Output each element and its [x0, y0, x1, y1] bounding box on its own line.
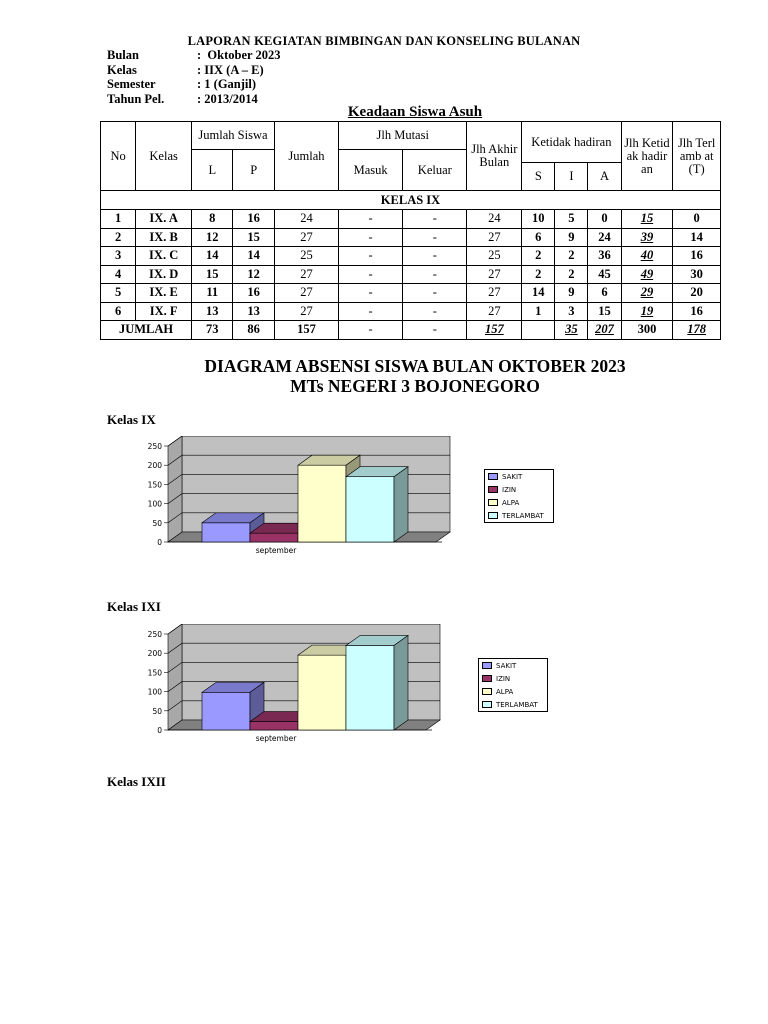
y-tick-label: 100	[147, 687, 162, 697]
y-tick-label: 0	[157, 538, 162, 547]
cell-akhir: 27	[467, 265, 522, 284]
cell-a: 24	[588, 228, 621, 247]
cell-jlh: 19	[621, 302, 673, 321]
cell-masuk: -	[339, 265, 403, 284]
cell-masuk: -	[339, 247, 403, 266]
y-tick-label: 200	[147, 649, 162, 659]
cell-masuk: -	[339, 302, 403, 321]
cell-akhir: 24	[467, 210, 522, 229]
cell-i: 2	[555, 247, 588, 266]
cell-kelas: IX. C	[136, 247, 192, 266]
cell-no: 1	[101, 210, 136, 229]
meta-value: : 1 (Ganjil)	[197, 77, 257, 91]
meta-value: : IIX (A – E)	[197, 62, 264, 77]
y-tick-label: 150	[147, 480, 162, 490]
legend-swatch	[482, 675, 492, 682]
header-masuk: Masuk	[339, 150, 403, 191]
meta-label: Semester	[107, 77, 156, 91]
cell-t: 14	[673, 228, 721, 247]
cell-jumlah: 27	[274, 302, 338, 321]
cell-a: 6	[588, 284, 621, 303]
cell-akhir: 27	[467, 284, 522, 303]
meta-label: Bulan	[107, 48, 139, 62]
cell-t: 30	[673, 265, 721, 284]
bar-izin	[250, 722, 298, 730]
legend-item	[485, 483, 553, 496]
header-jlh-ketidakhadiran: Jlh Ketid ak hadir an	[621, 122, 673, 191]
cell-akhir: 25	[467, 247, 522, 266]
cell-l: 13	[192, 302, 233, 321]
cell-masuk: -	[339, 284, 403, 303]
header-no: No	[101, 122, 136, 191]
report-title: LAPORAN KEGIATAN BIMBINGAN DAN KONSELING BULANAN	[187, 34, 581, 48]
cell-l: 14	[192, 247, 233, 266]
student-table	[100, 121, 721, 340]
y-tick-label: 0	[157, 726, 162, 735]
x-category-label: september	[255, 546, 297, 555]
meta-kelas	[107, 63, 280, 78]
cell-t: 16	[673, 247, 721, 266]
cell-t: 16	[673, 302, 721, 321]
legend-item	[479, 685, 547, 698]
bar-sakit	[202, 523, 250, 542]
header-jumlah: Jumlah	[274, 122, 338, 191]
legend-swatch	[488, 499, 498, 506]
diagram-subtitle: MTs NEGERI 3 BOJONEGORO	[290, 376, 540, 396]
meta-value: : Oktober 2023	[197, 48, 281, 62]
header-s: S	[522, 163, 555, 191]
meta-label: Kelas	[107, 62, 137, 77]
cell-keluar: -	[403, 210, 467, 229]
table-row	[101, 302, 721, 321]
bar-side-terlambat	[394, 636, 408, 730]
legend-label: IZIN	[502, 485, 517, 494]
cell-s: 14	[522, 284, 555, 303]
table-row	[101, 247, 721, 266]
cell-a: 15	[588, 302, 621, 321]
y-tick-label: 150	[147, 668, 162, 678]
header-mutasi: Jlh Mutasi	[339, 122, 467, 150]
cell-jlh: 49	[621, 265, 673, 284]
legend-label: SAKIT	[496, 661, 517, 670]
report-meta	[107, 48, 280, 106]
cell-l: 8	[192, 210, 233, 229]
table-row	[101, 210, 721, 229]
cell-t: 0	[673, 210, 721, 229]
total-keluar: -	[403, 321, 467, 340]
cell-i: 2	[555, 265, 588, 284]
cell-jumlah: 27	[274, 228, 338, 247]
cell-akhir: 27	[467, 228, 522, 247]
total-l: 73	[192, 321, 233, 340]
legend-item	[479, 698, 547, 711]
y-tick-label: 250	[147, 442, 162, 451]
legend-label: ALPA	[496, 687, 514, 696]
cell-i: 9	[555, 228, 588, 247]
header-kelas: Kelas	[136, 122, 192, 191]
cell-jlh: 29	[621, 284, 673, 303]
legend-swatch	[488, 473, 498, 480]
cell-jumlah: 27	[274, 284, 338, 303]
header-ketidakhadiran: Ketidak hadiran	[522, 122, 621, 163]
legend-label: TERLAMBAT	[496, 700, 538, 709]
legend-label: ALPA	[502, 498, 520, 507]
header-a: A	[588, 163, 621, 191]
cell-i: 3	[555, 302, 588, 321]
cell-s: 1	[522, 302, 555, 321]
bar-alpa	[298, 655, 346, 730]
cell-p: 16	[233, 210, 274, 229]
legend-item	[485, 496, 553, 509]
legend-swatch	[488, 486, 498, 493]
cell-no: 6	[101, 302, 136, 321]
header-keluar: Keluar	[403, 150, 467, 191]
header-p: P	[233, 150, 274, 191]
legend-item	[479, 672, 547, 685]
cell-keluar: -	[403, 228, 467, 247]
chart-svg	[140, 624, 450, 754]
total-jumlah: 157	[274, 321, 338, 340]
cell-s: 6	[522, 228, 555, 247]
chart-legend	[484, 469, 554, 523]
total-s	[522, 321, 555, 340]
meta-semester	[107, 77, 280, 92]
header-jumlah-siswa: Jumlah Siswa	[192, 122, 275, 150]
cell-t: 20	[673, 284, 721, 303]
cell-l: 11	[192, 284, 233, 303]
header-terlambat: Jlh Terl amb at (T)	[673, 122, 721, 191]
cell-no: 3	[101, 247, 136, 266]
cell-keluar: -	[403, 302, 467, 321]
bar-side-terlambat	[394, 467, 408, 542]
cell-p: 16	[233, 284, 274, 303]
legend-swatch	[488, 512, 498, 519]
legend-label: SAKIT	[502, 472, 523, 481]
cell-keluar: -	[403, 247, 467, 266]
cell-s: 2	[522, 247, 555, 266]
cell-l: 15	[192, 265, 233, 284]
legend-item	[485, 509, 553, 522]
cell-jumlah: 25	[274, 247, 338, 266]
cell-s: 10	[522, 210, 555, 229]
chart-legend	[478, 658, 548, 712]
cell-no: 4	[101, 265, 136, 284]
bar-terlambat	[346, 646, 394, 730]
legend-swatch	[482, 688, 492, 695]
total-jlh: 300	[621, 321, 673, 340]
cell-p: 15	[233, 228, 274, 247]
cell-kelas: IX. B	[136, 228, 192, 247]
cell-jlh: 39	[621, 228, 673, 247]
legend-item	[479, 659, 547, 672]
cell-masuk: -	[339, 210, 403, 229]
table-row	[101, 228, 721, 247]
legend-label: TERLAMBAT	[502, 511, 544, 520]
diagram-title: DIAGRAM ABSENSI SISWA BULAN OKTOBER 2023	[204, 356, 626, 376]
cell-p: 13	[233, 302, 274, 321]
cell-s: 2	[522, 265, 555, 284]
bar-izin	[250, 533, 298, 542]
cell-no: 2	[101, 228, 136, 247]
legend-swatch	[482, 701, 492, 708]
total-row	[101, 321, 721, 340]
kelas-label: Kelas IXI	[107, 599, 161, 614]
chart-side-wall	[168, 436, 182, 542]
kelas-label: Kelas IXII	[107, 774, 166, 789]
chart-side-wall	[168, 624, 182, 730]
cell-kelas: IX. F	[136, 302, 192, 321]
cell-jumlah: 24	[274, 210, 338, 229]
total-t: 178	[673, 321, 721, 340]
chart-svg	[140, 436, 460, 566]
cell-akhir: 27	[467, 302, 522, 321]
bar-terlambat	[346, 477, 394, 542]
total-akhir: 157	[467, 321, 522, 340]
cell-keluar: -	[403, 284, 467, 303]
legend-swatch	[482, 662, 492, 669]
header-l: L	[192, 150, 233, 191]
cell-p: 14	[233, 247, 274, 266]
legend-label: IZIN	[496, 674, 511, 683]
total-masuk: -	[339, 321, 403, 340]
total-p: 86	[233, 321, 274, 340]
kelas-label: Kelas IX	[107, 412, 156, 427]
header-i: I	[555, 163, 588, 191]
cell-l: 12	[192, 228, 233, 247]
table-row	[101, 265, 721, 284]
cell-jumlah: 27	[274, 265, 338, 284]
section-row: KELAS IX	[101, 191, 721, 210]
y-tick-label: 250	[147, 630, 162, 639]
meta-value: : 2013/2014	[197, 91, 258, 106]
cell-jlh: 15	[621, 210, 673, 229]
cell-no: 5	[101, 284, 136, 303]
cell-kelas: IX. D	[136, 265, 192, 284]
total-label: JUMLAH	[101, 321, 192, 340]
cell-p: 12	[233, 265, 274, 284]
total-a: 207	[588, 321, 621, 340]
table-subtitle: Keadaan Siswa Asuh	[347, 104, 483, 120]
cell-a: 36	[588, 247, 621, 266]
table-row	[101, 284, 721, 303]
y-tick-label: 50	[152, 518, 162, 528]
meta-label: Tahun Pel.	[107, 91, 165, 106]
header-akhir-bulan: Jlh Akhir Bulan	[467, 122, 522, 191]
total-i: 35	[555, 321, 588, 340]
y-tick-label: 50	[152, 706, 162, 716]
bar-sakit	[202, 692, 250, 730]
cell-masuk: -	[339, 228, 403, 247]
cell-kelas: IX. E	[136, 284, 192, 303]
cell-kelas: IX. A	[136, 210, 192, 229]
cell-i: 5	[555, 210, 588, 229]
cell-i: 9	[555, 284, 588, 303]
cell-a: 45	[588, 265, 621, 284]
bar-alpa	[298, 465, 346, 542]
cell-jlh: 40	[621, 247, 673, 266]
legend-item	[485, 470, 553, 483]
cell-a: 0	[588, 210, 621, 229]
x-category-label: september	[255, 734, 297, 743]
cell-keluar: -	[403, 265, 467, 284]
y-tick-label: 200	[147, 461, 162, 471]
meta-bulan	[107, 48, 280, 63]
y-tick-label: 100	[147, 499, 162, 509]
